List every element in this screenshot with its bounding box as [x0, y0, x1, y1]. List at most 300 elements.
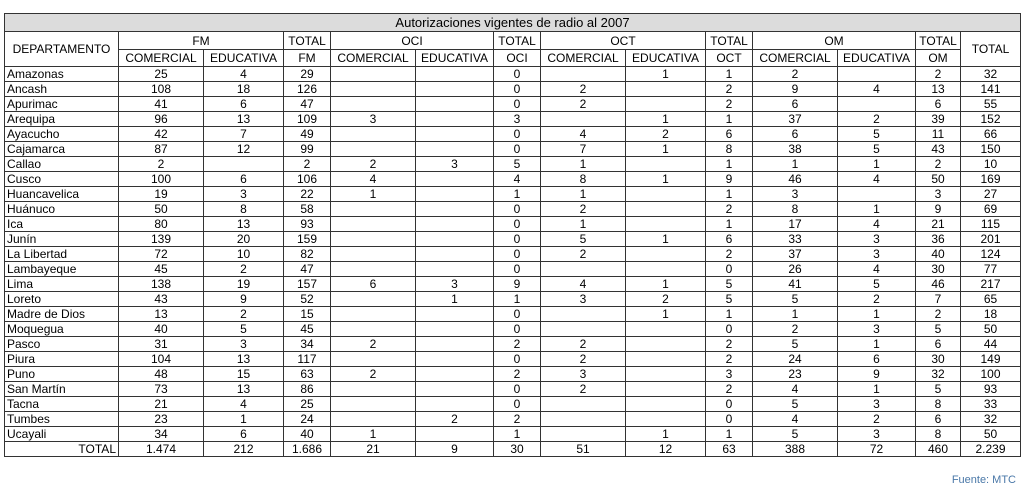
cell-oci-educativa: [416, 382, 494, 397]
cell-total-om: 40: [916, 247, 961, 262]
cell-total-fm: 93: [284, 217, 331, 232]
cell-departamento: Lima: [5, 277, 119, 292]
cell-om-educativa: 3: [838, 322, 916, 337]
cell-oci-educativa: 1: [416, 292, 494, 307]
cell-om-educativa: 1: [838, 202, 916, 217]
table-row: [5, 217, 1021, 232]
table-row: [5, 157, 1021, 172]
cell-total-oct: 0: [706, 412, 753, 427]
header-om-educativa: EDUCATIVA: [838, 50, 916, 67]
cell-om-educativa: 3: [838, 427, 916, 442]
cell-om-educativa: 5: [838, 127, 916, 142]
total-cell-fm-comercial: 1.474: [119, 442, 204, 457]
cell-total-oct: 2: [706, 352, 753, 367]
cell-oct-educativa: [626, 322, 706, 337]
cell-total-fm: 24: [284, 412, 331, 427]
cell-total-fm: 15: [284, 307, 331, 322]
cell-total: 50: [961, 322, 1021, 337]
cell-oci-educativa: [416, 397, 494, 412]
cell-departamento: Puno: [5, 367, 119, 382]
cell-total-oct: 2: [706, 382, 753, 397]
cell-total-oci: 2: [494, 337, 541, 352]
cell-total-oci: 0: [494, 217, 541, 232]
cell-total-oct: 1: [706, 67, 753, 82]
cell-oct-educativa: [626, 352, 706, 367]
cell-total: 32: [961, 67, 1021, 82]
cell-total-oci: 0: [494, 142, 541, 157]
cell-oci-educativa: [416, 427, 494, 442]
cell-total-fm: 126: [284, 82, 331, 97]
cell-oci-comercial: [331, 307, 416, 322]
cell-departamento: Arequipa: [5, 112, 119, 127]
cell-total-oci: 0: [494, 307, 541, 322]
cell-total: 201: [961, 232, 1021, 247]
cell-departamento: Madre de Dios: [5, 307, 119, 322]
cell-total: 141: [961, 82, 1021, 97]
cell-om-educativa: 5: [838, 277, 916, 292]
cell-total-oct: 1: [706, 187, 753, 202]
cell-total: 150: [961, 142, 1021, 157]
cell-oct-educativa: [626, 262, 706, 277]
cell-om-educativa: 3: [838, 397, 916, 412]
cell-fm-educativa: 3: [204, 337, 284, 352]
cell-oci-educativa: [416, 187, 494, 202]
cell-oci-educativa: [416, 82, 494, 97]
cell-om-educativa: 2: [838, 112, 916, 127]
cell-total-fm: 40: [284, 427, 331, 442]
cell-departamento: Callao: [5, 157, 119, 172]
cell-oct-educativa: 1: [626, 142, 706, 157]
cell-fm-educativa: 2: [204, 262, 284, 277]
cell-departamento: Lambayeque: [5, 262, 119, 277]
cell-total: 65: [961, 292, 1021, 307]
cell-oci-educativa: [416, 127, 494, 142]
cell-oci-comercial: 4: [331, 172, 416, 187]
cell-fm-educativa: 12: [204, 142, 284, 157]
cell-oct-comercial: 4: [541, 277, 626, 292]
cell-fm-comercial: 42: [119, 127, 204, 142]
cell-oci-educativa: 3: [416, 157, 494, 172]
cell-departamento: Pasco: [5, 337, 119, 352]
cell-oci-comercial: [331, 352, 416, 367]
cell-total-oci: 0: [494, 382, 541, 397]
cell-om-educativa: 1: [838, 157, 916, 172]
cell-total: 217: [961, 277, 1021, 292]
total-cell-oci-comercial: 21: [331, 442, 416, 457]
cell-total-oci: 9: [494, 277, 541, 292]
cell-oct-comercial: 4: [541, 127, 626, 142]
header-oct: OCT: [541, 32, 706, 50]
total-cell-total: 2.239: [961, 442, 1021, 457]
cell-om-comercial: 5: [753, 427, 838, 442]
cell-total: 100: [961, 367, 1021, 382]
cell-oct-educativa: 1: [626, 307, 706, 322]
cell-total-oci: 0: [494, 232, 541, 247]
cell-om-comercial: 5: [753, 337, 838, 352]
cell-total-oct: 2: [706, 82, 753, 97]
cell-total-fm: 49: [284, 127, 331, 142]
cell-total-fm: 58: [284, 202, 331, 217]
cell-oct-comercial: 1: [541, 157, 626, 172]
table-row: [5, 427, 1021, 442]
cell-oct-comercial: 2: [541, 337, 626, 352]
cell-oci-comercial: 1: [331, 427, 416, 442]
cell-total-oci: 2: [494, 367, 541, 382]
header-total-oct-line1: TOTAL: [706, 32, 753, 50]
cell-om-educativa: 4: [838, 262, 916, 277]
cell-fm-comercial: 40: [119, 322, 204, 337]
header-oci-educativa: EDUCATIVA: [416, 50, 494, 67]
cell-om-comercial: 1: [753, 157, 838, 172]
totals-row: [5, 442, 1021, 457]
header-fm-comercial: COMERCIAL: [119, 50, 204, 67]
cell-departamento: San Martín: [5, 382, 119, 397]
cell-total-oct: 0: [706, 397, 753, 412]
total-cell-oct-comercial: 51: [541, 442, 626, 457]
cell-departamento: Ayacucho: [5, 127, 119, 142]
total-cell-om-comercial: 388: [753, 442, 838, 457]
cell-om-comercial: 41: [753, 277, 838, 292]
cell-om-comercial: 5: [753, 397, 838, 412]
cell-fm-comercial: 34: [119, 427, 204, 442]
cell-om-comercial: 17: [753, 217, 838, 232]
cell-total-oci: 0: [494, 397, 541, 412]
total-cell-departamento: TOTAL: [5, 442, 119, 457]
cell-total-fm: 2: [284, 157, 331, 172]
cell-om-educativa: 3: [838, 247, 916, 262]
cell-oci-comercial: [331, 262, 416, 277]
cell-total-om: 46: [916, 277, 961, 292]
cell-oct-comercial: [541, 412, 626, 427]
cell-total-fm: 47: [284, 97, 331, 112]
cell-oci-educativa: [416, 232, 494, 247]
cell-oct-comercial: [541, 307, 626, 322]
cell-total-fm: 86: [284, 382, 331, 397]
cell-total-oct: 2: [706, 247, 753, 262]
cell-total-fm: 109: [284, 112, 331, 127]
cell-fm-comercial: 48: [119, 367, 204, 382]
cell-oct-educativa: [626, 202, 706, 217]
header-total-oci-line1: TOTAL: [494, 32, 541, 50]
cell-total-oct: 2: [706, 202, 753, 217]
cell-oci-comercial: 2: [331, 337, 416, 352]
cell-oct-educativa: 1: [626, 172, 706, 187]
cell-oci-educativa: [416, 307, 494, 322]
cell-total-om: 50: [916, 172, 961, 187]
header-total-oct-line2: OCT: [706, 50, 753, 67]
cell-oci-comercial: [331, 322, 416, 337]
cell-total: 69: [961, 202, 1021, 217]
cell-total-oct: 1: [706, 157, 753, 172]
cell-oct-educativa: 1: [626, 277, 706, 292]
cell-om-comercial: 2: [753, 322, 838, 337]
cell-total-oci: 1: [494, 292, 541, 307]
cell-oci-comercial: [331, 82, 416, 97]
cell-oci-comercial: [331, 127, 416, 142]
table-row: [5, 172, 1021, 187]
cell-total-om: 11: [916, 127, 961, 142]
cell-fm-comercial: 87: [119, 142, 204, 157]
cell-oct-educativa: 1: [626, 112, 706, 127]
cell-total-fm: 82: [284, 247, 331, 262]
cell-fm-educativa: 6: [204, 172, 284, 187]
cell-departamento: Tacna: [5, 397, 119, 412]
total-cell-total-fm: 1.686: [284, 442, 331, 457]
cell-oct-comercial: 1: [541, 187, 626, 202]
cell-total-om: 39: [916, 112, 961, 127]
cell-om-comercial: 37: [753, 247, 838, 262]
cell-total-om: 6: [916, 97, 961, 112]
header-oct-comercial: COMERCIAL: [541, 50, 626, 67]
cell-total-om: 6: [916, 337, 961, 352]
cell-om-comercial: 24: [753, 352, 838, 367]
cell-fm-comercial: 50: [119, 202, 204, 217]
table-row: [5, 142, 1021, 157]
cell-oct-comercial: 3: [541, 367, 626, 382]
cell-oct-comercial: 3: [541, 292, 626, 307]
cell-om-comercial: 3: [753, 187, 838, 202]
cell-oci-educativa: [416, 337, 494, 352]
cell-om-comercial: 2: [753, 67, 838, 82]
cell-oct-educativa: [626, 217, 706, 232]
cell-departamento: Cajamarca: [5, 142, 119, 157]
total-cell-oct-educativa: 12: [626, 442, 706, 457]
cell-departamento: Apurimac: [5, 97, 119, 112]
cell-oct-comercial: [541, 112, 626, 127]
cell-total: 77: [961, 262, 1021, 277]
cell-oci-educativa: [416, 262, 494, 277]
cell-total-om: 3: [916, 187, 961, 202]
cell-fm-educativa: 13: [204, 112, 284, 127]
cell-fm-comercial: 23: [119, 412, 204, 427]
cell-oci-educativa: [416, 97, 494, 112]
cell-oct-comercial: 2: [541, 202, 626, 217]
cell-fm-educativa: 15: [204, 367, 284, 382]
cell-total-oci: 1: [494, 427, 541, 442]
cell-fm-educativa: 2: [204, 307, 284, 322]
cell-oci-comercial: [331, 292, 416, 307]
cell-total-fm: 22: [284, 187, 331, 202]
cell-total-om: 2: [916, 67, 961, 82]
cell-oct-educativa: [626, 157, 706, 172]
cell-fm-comercial: 80: [119, 217, 204, 232]
cell-total-oci: 4: [494, 172, 541, 187]
cell-oci-educativa: [416, 172, 494, 187]
cell-om-comercial: 9: [753, 82, 838, 97]
cell-oci-comercial: [331, 247, 416, 262]
cell-fm-educativa: [204, 157, 284, 172]
header-total-fm-line1: TOTAL: [284, 32, 331, 50]
header-om-comercial: COMERCIAL: [753, 50, 838, 67]
cell-oct-comercial: [541, 262, 626, 277]
cell-om-comercial: 5: [753, 292, 838, 307]
cell-total-oci: 0: [494, 127, 541, 142]
cell-total-fm: 47: [284, 262, 331, 277]
table-row: [5, 82, 1021, 97]
cell-oct-educativa: [626, 187, 706, 202]
cell-om-educativa: 2: [838, 412, 916, 427]
cell-oct-comercial: [541, 322, 626, 337]
cell-oct-comercial: [541, 397, 626, 412]
cell-om-educativa: 4: [838, 82, 916, 97]
cell-fm-educativa: 1: [204, 412, 284, 427]
cell-oci-comercial: 6: [331, 277, 416, 292]
header-fm-educativa: EDUCATIVA: [204, 50, 284, 67]
cell-fm-educativa: 10: [204, 247, 284, 262]
cell-om-educativa: [838, 97, 916, 112]
cell-total-oct: 2: [706, 337, 753, 352]
cell-fm-comercial: 31: [119, 337, 204, 352]
radio-authorizations-table-container: [4, 13, 1020, 457]
table-row: [5, 277, 1021, 292]
cell-fm-educativa: 4: [204, 397, 284, 412]
cell-fm-educativa: 6: [204, 427, 284, 442]
cell-total: 124: [961, 247, 1021, 262]
cell-fm-educativa: 19: [204, 277, 284, 292]
cell-oct-educativa: [626, 247, 706, 262]
cell-total-fm: 106: [284, 172, 331, 187]
cell-oct-comercial: 2: [541, 97, 626, 112]
cell-total-om: 9: [916, 202, 961, 217]
cell-oct-comercial: 2: [541, 247, 626, 262]
cell-om-educativa: 5: [838, 142, 916, 157]
cell-total-oct: 0: [706, 262, 753, 277]
cell-total-om: 30: [916, 352, 961, 367]
table-row: [5, 367, 1021, 382]
cell-departamento: Tumbes: [5, 412, 119, 427]
cell-om-comercial: 6: [753, 127, 838, 142]
cell-oci-comercial: [331, 142, 416, 157]
cell-om-educativa: 6: [838, 352, 916, 367]
cell-oct-comercial: [541, 427, 626, 442]
table-body: [5, 67, 1021, 457]
cell-fm-comercial: 2: [119, 157, 204, 172]
cell-total-oci: 0: [494, 352, 541, 367]
cell-total-fm: 29: [284, 67, 331, 82]
cell-oci-educativa: [416, 247, 494, 262]
table-row: [5, 412, 1021, 427]
cell-total-fm: 117: [284, 352, 331, 367]
cell-total-oct: 2: [706, 97, 753, 112]
cell-oci-comercial: [331, 232, 416, 247]
cell-total: 93: [961, 382, 1021, 397]
cell-oci-comercial: [331, 217, 416, 232]
cell-fm-educativa: 6: [204, 97, 284, 112]
cell-total-oci: 3: [494, 112, 541, 127]
cell-total-oct: 5: [706, 292, 753, 307]
cell-departamento: Huancavelica: [5, 187, 119, 202]
table-row: [5, 112, 1021, 127]
cell-om-educativa: 1: [838, 382, 916, 397]
table-row: [5, 187, 1021, 202]
cell-total-oct: 6: [706, 232, 753, 247]
cell-total-fm: 25: [284, 397, 331, 412]
cell-total: 55: [961, 97, 1021, 112]
cell-departamento: Moquegua: [5, 322, 119, 337]
cell-oci-comercial: 2: [331, 367, 416, 382]
cell-total-fm: 99: [284, 142, 331, 157]
cell-oct-educativa: 2: [626, 292, 706, 307]
cell-total-oci: 0: [494, 82, 541, 97]
table-row: [5, 292, 1021, 307]
cell-om-comercial: 46: [753, 172, 838, 187]
cell-oct-educativa: 1: [626, 427, 706, 442]
cell-total-oct: 9: [706, 172, 753, 187]
cell-total-om: 21: [916, 217, 961, 232]
header-total-om-line1: TOTAL: [916, 32, 961, 50]
cell-total-fm: 52: [284, 292, 331, 307]
cell-total-oci: 0: [494, 67, 541, 82]
cell-total-oct: 1: [706, 112, 753, 127]
cell-total: 33: [961, 397, 1021, 412]
table-row: [5, 202, 1021, 217]
cell-total: 44: [961, 337, 1021, 352]
cell-oct-educativa: [626, 82, 706, 97]
cell-om-educativa: 2: [838, 292, 916, 307]
cell-om-comercial: 4: [753, 412, 838, 427]
cell-departamento: Piura: [5, 352, 119, 367]
cell-total-oci: 1: [494, 187, 541, 202]
cell-om-educativa: [838, 187, 916, 202]
cell-departamento: Loreto: [5, 292, 119, 307]
cell-total-oct: 0: [706, 322, 753, 337]
table-row: [5, 322, 1021, 337]
cell-oct-educativa: [626, 397, 706, 412]
source-note: Fuente: MTC: [951, 474, 1016, 486]
cell-fm-educativa: 20: [204, 232, 284, 247]
cell-fm-educativa: 8: [204, 202, 284, 217]
cell-departamento: Amazonas: [5, 67, 119, 82]
cell-total: 115: [961, 217, 1021, 232]
cell-oct-educativa: [626, 412, 706, 427]
cell-departamento: Cusco: [5, 172, 119, 187]
table-row: [5, 352, 1021, 367]
cell-total-fm: 34: [284, 337, 331, 352]
cell-om-comercial: 37: [753, 112, 838, 127]
cell-total-oct: 8: [706, 142, 753, 157]
table-row: [5, 337, 1021, 352]
total-cell-om-educativa: 72: [838, 442, 916, 457]
cell-fm-comercial: 45: [119, 262, 204, 277]
cell-om-comercial: 23: [753, 367, 838, 382]
cell-om-comercial: 4: [753, 382, 838, 397]
cell-fm-comercial: 43: [119, 292, 204, 307]
header-total-fm-line2: FM: [284, 50, 331, 67]
cell-oci-educativa: [416, 367, 494, 382]
table-row: [5, 67, 1021, 82]
cell-oct-comercial: [541, 67, 626, 82]
cell-fm-comercial: 104: [119, 352, 204, 367]
cell-fm-educativa: 9: [204, 292, 284, 307]
cell-om-educativa: 1: [838, 337, 916, 352]
cell-fm-educativa: 7: [204, 127, 284, 142]
cell-total-oci: 2: [494, 412, 541, 427]
cell-oci-comercial: [331, 97, 416, 112]
cell-total: 50: [961, 427, 1021, 442]
cell-total: 149: [961, 352, 1021, 367]
cell-oci-educativa: [416, 112, 494, 127]
cell-total-oci: 0: [494, 262, 541, 277]
header-departamento: DEPARTAMENTO: [5, 32, 119, 67]
table-row: [5, 397, 1021, 412]
cell-total-oct: 3: [706, 367, 753, 382]
table-title: Autorizaciones vigentes de radio al 2007: [5, 14, 1021, 32]
table-row: [5, 97, 1021, 112]
cell-total-oct: 1: [706, 217, 753, 232]
header-om: OM: [753, 32, 916, 50]
cell-total-oci: 5: [494, 157, 541, 172]
cell-total-om: 8: [916, 397, 961, 412]
